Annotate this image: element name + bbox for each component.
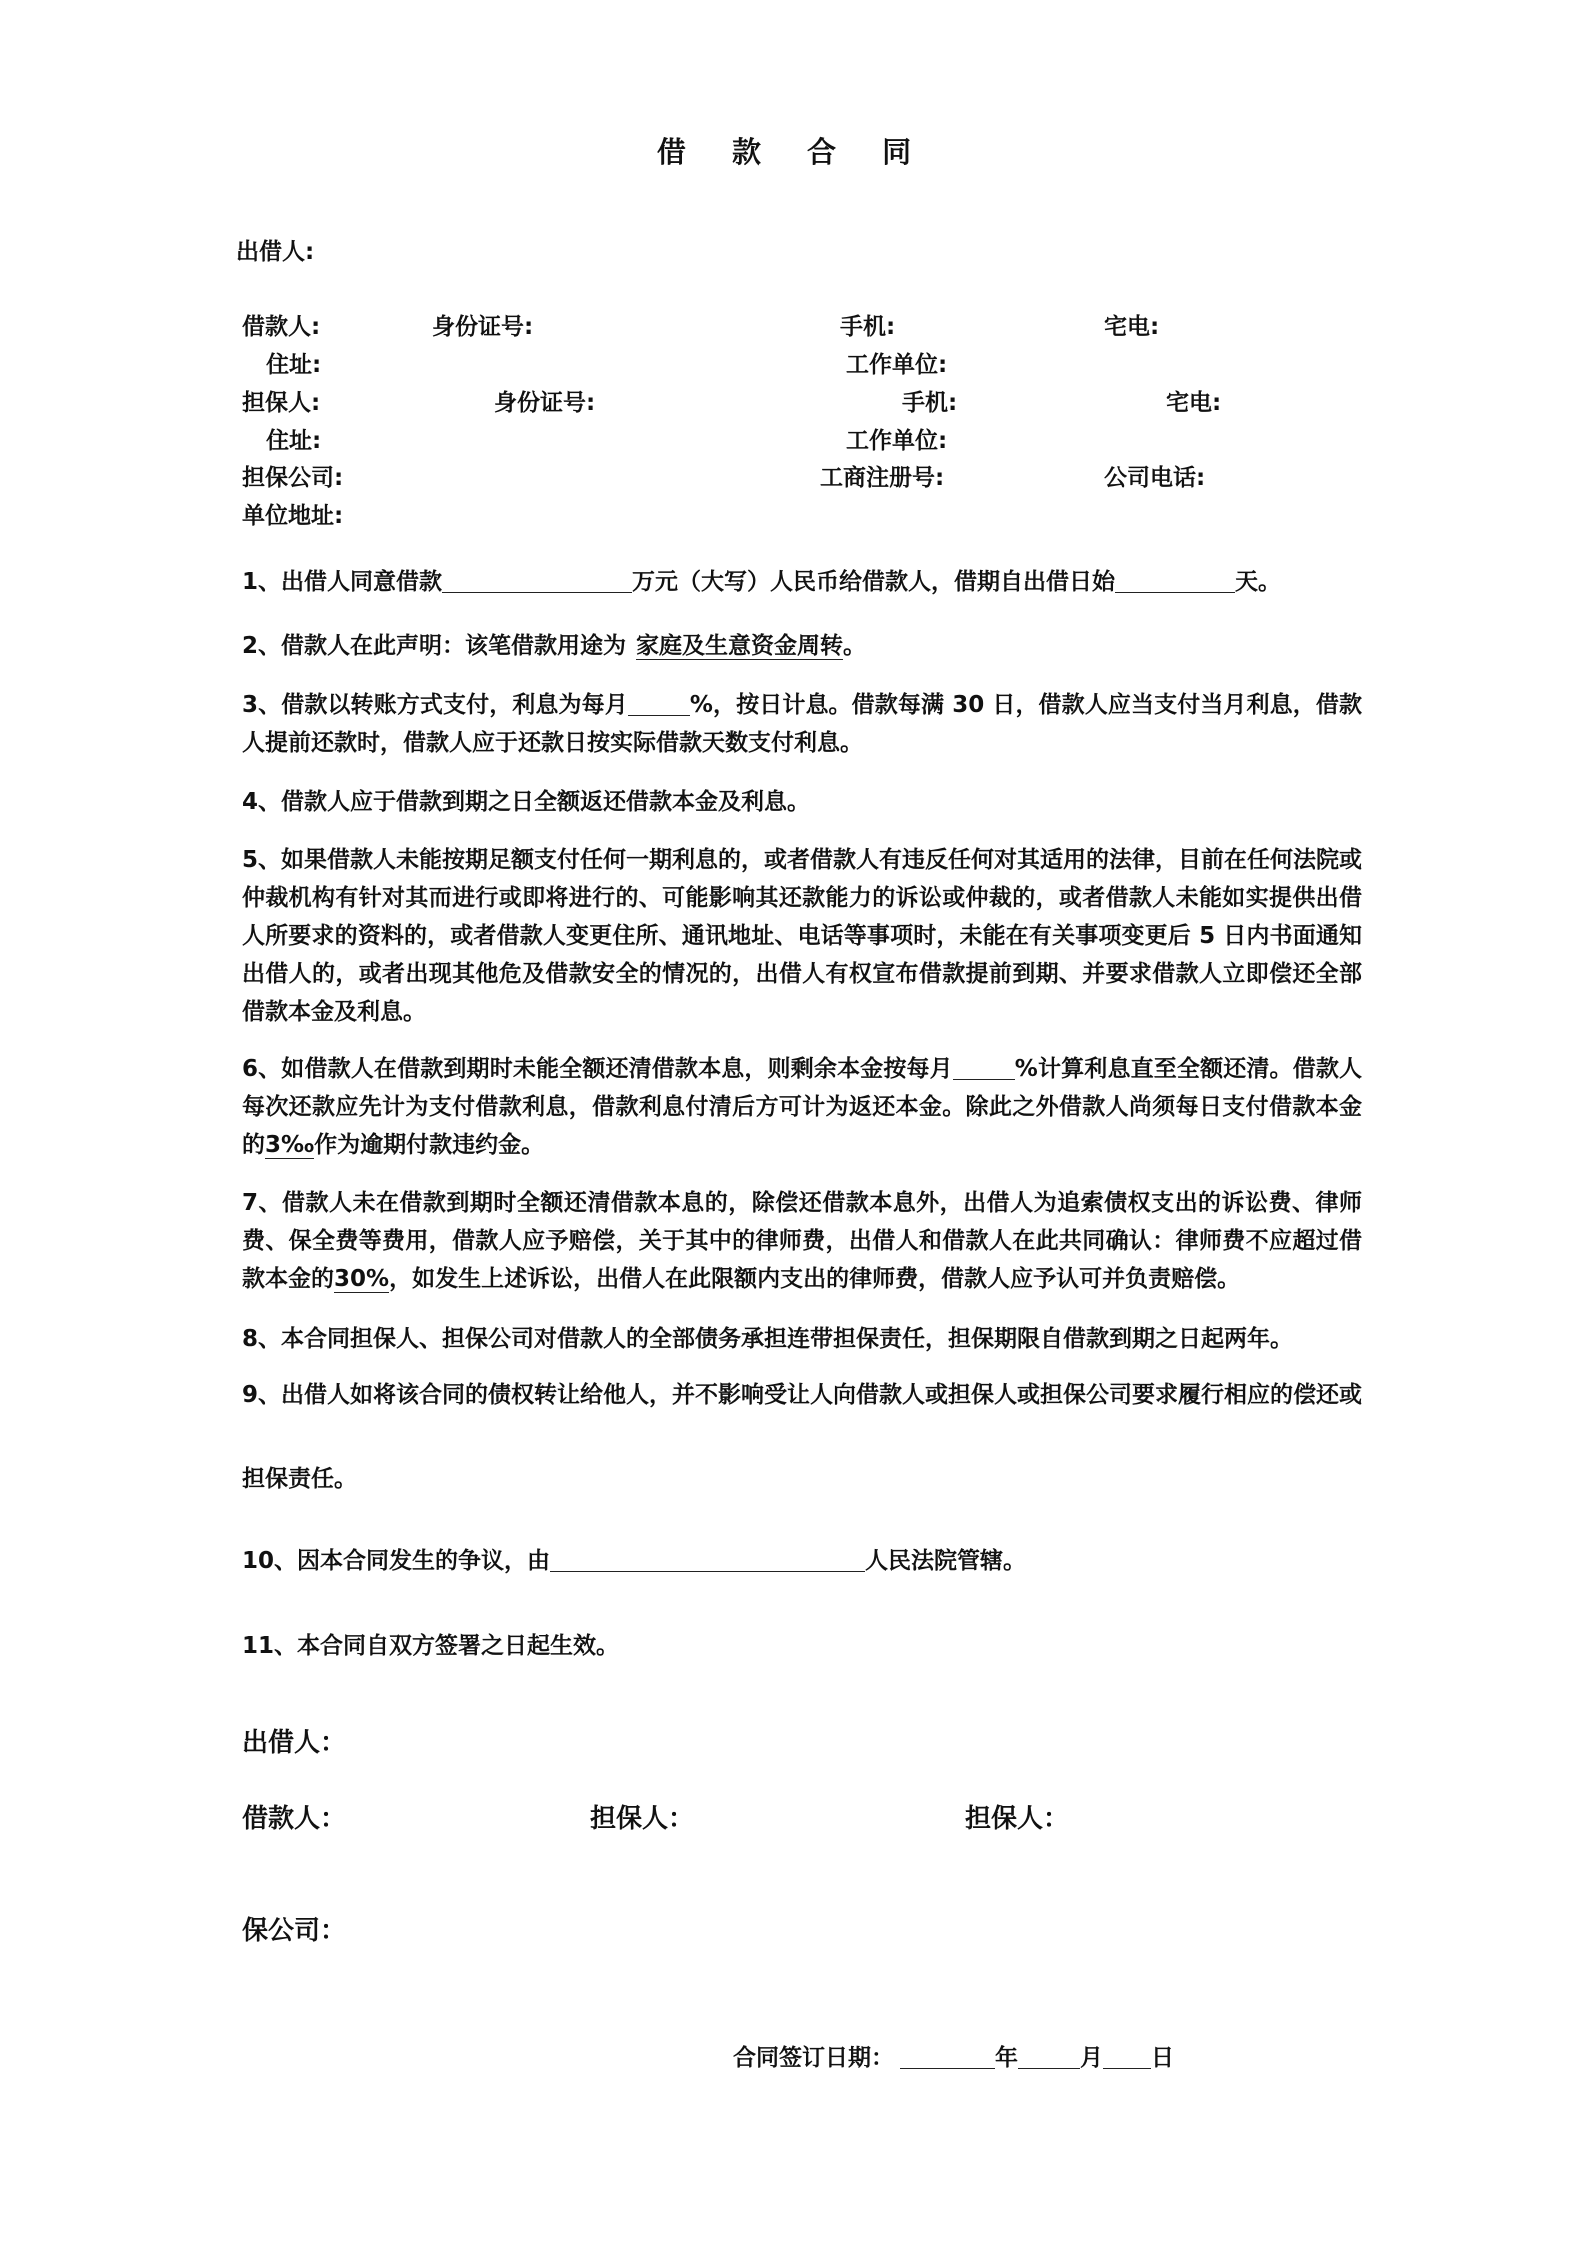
lender-signature-label: 出借人：	[242, 1728, 347, 1758]
business-reg-no-label: 工商注册号:	[820, 465, 945, 491]
guarantor-2-signature-label: 担保人：	[965, 1804, 1070, 1834]
clause-1: 1、出借人同意借款 万元（大写）人民币给借款人，借期自出借日始 天。	[242, 569, 1282, 595]
clause-9-cont: 担保责任。	[242, 1466, 357, 1492]
monthly-interest-blank	[628, 693, 690, 716]
guarantor-id-label: 身份证号:	[494, 390, 596, 416]
clause-10: 10、因本合同发生的争议，由 人民法院管辖。	[242, 1548, 1027, 1574]
guarantor-address-label: 住址:	[266, 428, 322, 454]
clause-3: 3、借款以转账方式支付，利息为每月 %，按日计息。借款每满 30 日，借款人应当支付当月利息，借款人提前还款时，借款人应于还款日按实际借款天数支付利息。	[242, 692, 1362, 756]
clause-8: 8、本合同担保人、担保公司对借款人的全部债务承担连带担保责任，担保期限自借款到期之日起两年。	[242, 1326, 1294, 1352]
company-address-label: 单位地址:	[242, 503, 344, 529]
guarantor-label: 担保人:	[242, 390, 321, 416]
late-penalty-rate: 3‰	[265, 1132, 315, 1158]
clause-11: 11、本合同自双方签署之日起生效。	[242, 1633, 620, 1659]
year-blank	[900, 2046, 995, 2069]
guarantor-mobile-label: 手机:	[902, 390, 958, 416]
signing-date: 合同签订日期： 年 月 日	[733, 2045, 1174, 2071]
lawyer-fee-cap: 30%	[334, 1266, 390, 1292]
clause-2: 2、借款人在此声明：该笔借款用途为 家庭及生意资金周转。	[242, 633, 867, 659]
borrower-signature-label: 借款人：	[242, 1804, 347, 1834]
day-blank	[1103, 2046, 1151, 2069]
guarantor-1-signature-label: 担保人：	[590, 1804, 695, 1834]
loan-term-blank	[1115, 570, 1235, 593]
court-blank	[550, 1549, 865, 1572]
guarantee-company-label: 担保公司:	[242, 465, 344, 491]
overdue-interest-blank	[953, 1057, 1015, 1080]
guarantor-employer-label: 工作单位:	[846, 428, 948, 454]
document-title: 借 款 合 同	[656, 135, 930, 169]
guarantor-home-phone-label: 宅电:	[1166, 390, 1222, 416]
borrower-employer-label: 工作单位:	[846, 352, 948, 378]
clause-5: 5、如果借款人未能按期足额支付任何一期利息的，或者借款人有违反任何对其适用的法律，目前在任何法院或仲裁机构有针对其而进行或即将进行的、可能影响其还款能力的诉讼或仲裁的，或者借款人未能如实提供出借人所要求的资料的，或者借款人变更住所、通讯地址、电话等事项时，未能在有关事项变更后 5 日内书面通知出借人的，或者出现其他危及借款安全的情况的，出借人有权宣布借款提前到期、并要求借款人立即偿还全部借款本金及利息。	[242, 847, 1363, 1025]
borrower-address-label: 住址:	[266, 352, 322, 378]
borrower-id-label: 身份证号:	[432, 314, 534, 340]
clause-6: 6、如借款人在借款到期时未能全额还清借款本息，则剩余本金按每月 %计算利息直至全额还清。借款人每次还款应先计为支付借款利息，借款利息付清后方可计为返还本金。除此之外借款人尚须每日支付借款本金的3‰作为逾期付款违约金。	[242, 1056, 1363, 1158]
borrower-home-phone-label: 宅电:	[1104, 314, 1160, 340]
lender-label: 出借人:	[236, 239, 315, 265]
clause-9: 9、出借人如将该合同的债权转让给他人，并不影响受让人向借款人或担保人或担保公司要求履行相应的偿还或	[242, 1382, 1363, 1408]
loan-amount-blank	[442, 570, 632, 593]
borrower-label: 借款人:	[242, 314, 321, 340]
clause-7: 7、借款人未在借款到期时全额还清借款本息的，除偿还借款本息外，出借人为追索债权支出的诉讼费、律师费、保全费等费用，借款人应予赔偿，关于其中的律师费，出借人和借款人在此共同确认：律师费不应超过借款本金的30%，如发生上述诉讼，出借人在此限额内支出的律师费，借款人应予认可并负责赔偿。	[242, 1190, 1362, 1292]
company-phone-label: 公司电话:	[1104, 465, 1206, 491]
loan-purpose: 家庭及生意资金周转	[636, 633, 844, 659]
month-blank	[1018, 2046, 1080, 2069]
clause-4: 4、借款人应于借款到期之日全额返还借款本金及利息。	[242, 789, 811, 815]
borrower-mobile-label: 手机:	[840, 314, 896, 340]
company-signature-label: 保公司：	[242, 1916, 347, 1946]
